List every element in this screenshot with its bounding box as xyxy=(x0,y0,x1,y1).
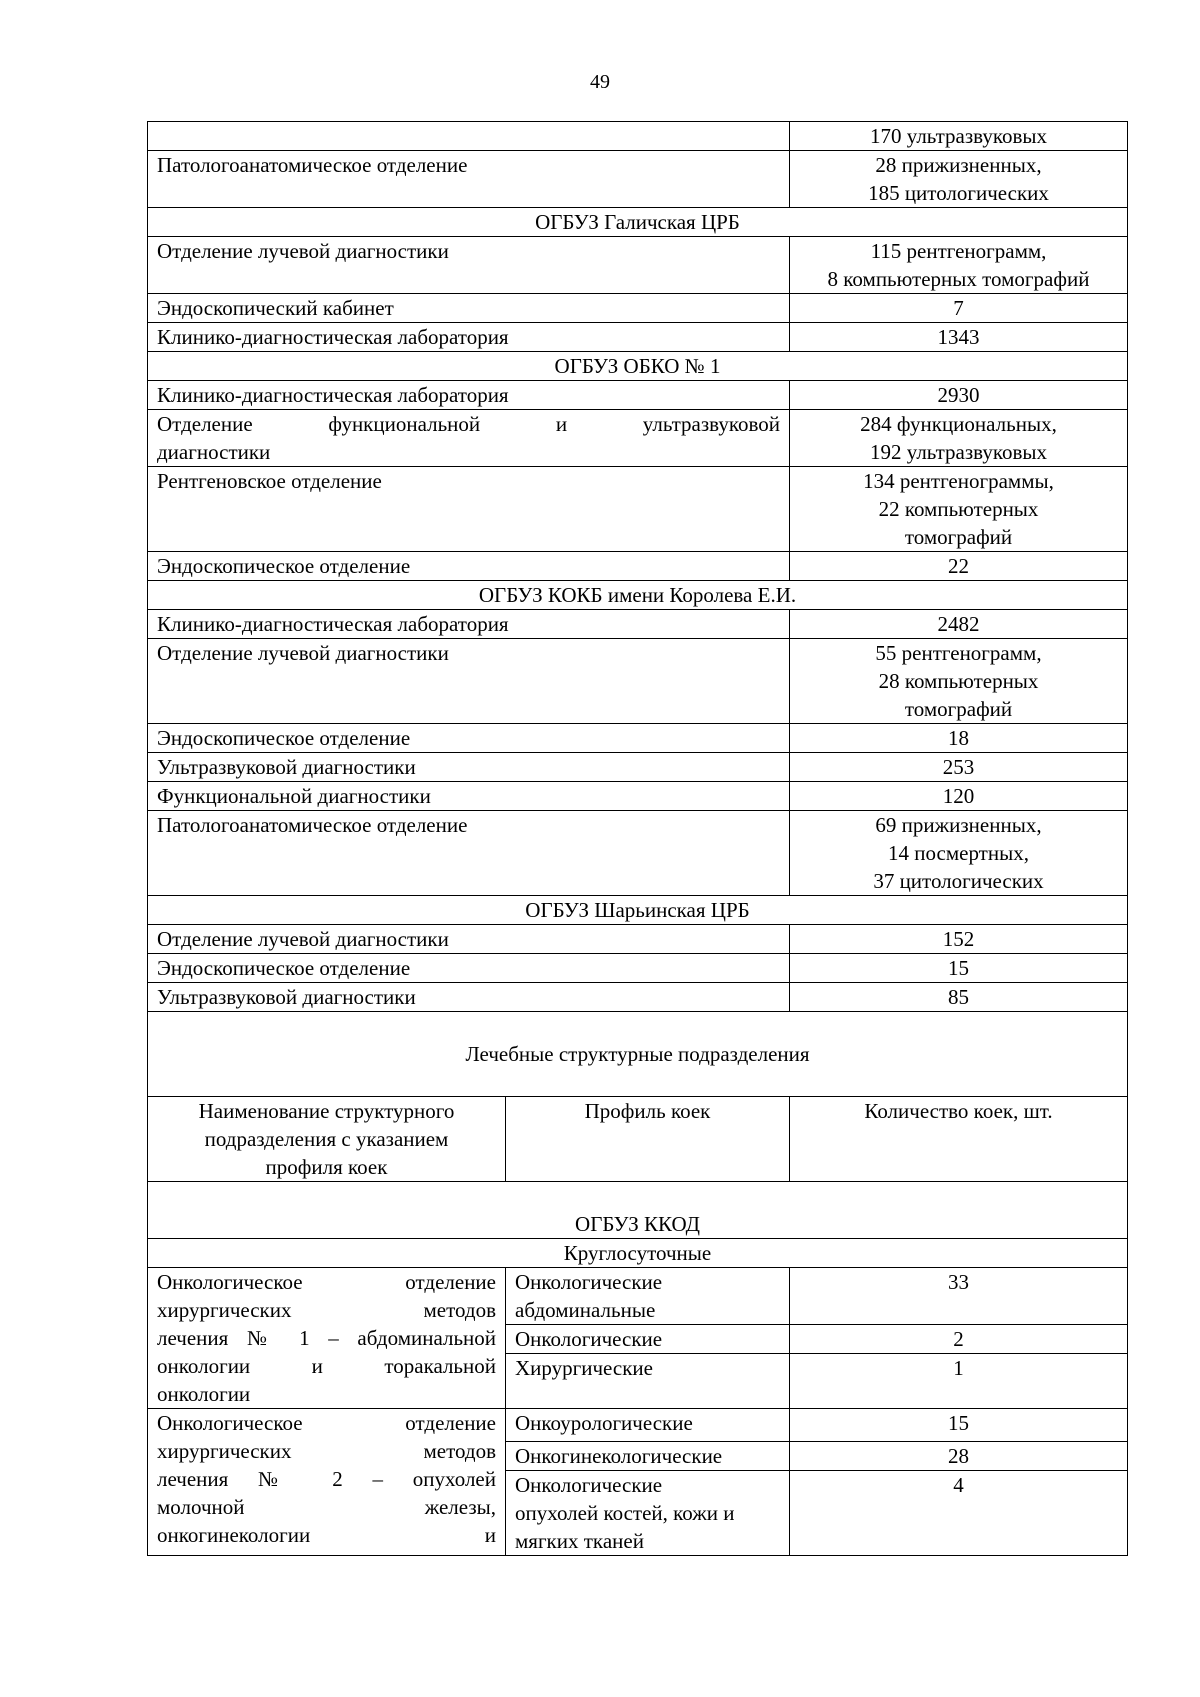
row-label: Эндоскопическое отделение xyxy=(148,724,790,753)
row-label xyxy=(148,122,790,151)
value-line: 185 цитологических xyxy=(868,181,1049,205)
bed-count: 28 xyxy=(790,1442,1128,1471)
value-line: 14 посмертных, xyxy=(888,841,1029,865)
table-row xyxy=(148,381,1128,410)
section-title-row xyxy=(148,352,1128,381)
value-line: 8 компьютерных томографий xyxy=(827,267,1090,291)
row-label xyxy=(148,410,790,467)
row-value: 22 xyxy=(790,552,1128,581)
row-value: 15 xyxy=(790,954,1128,983)
header-line: Наименование структурного xyxy=(198,1099,455,1123)
beds-heading: Лечебные структурные подразделения xyxy=(148,1012,1128,1097)
table-row xyxy=(148,925,1128,954)
row-value: 120 xyxy=(790,782,1128,811)
value-line: 37 цитологических xyxy=(873,869,1044,893)
profile-line: Онкологические xyxy=(515,1473,663,1497)
row-value xyxy=(790,811,1128,896)
row-label: Рентгеновское отделение xyxy=(148,467,790,552)
bed-profile xyxy=(506,1268,790,1325)
bed-profile xyxy=(506,1471,790,1556)
report-table xyxy=(147,121,1128,1556)
table-row xyxy=(148,467,1128,552)
table-row xyxy=(148,323,1128,352)
org-title: ОГБУЗ ККОД xyxy=(148,1182,1128,1239)
section-title: ОГБУЗ Шарьинская ЦРБ xyxy=(148,896,1128,925)
name-line: молочной железы, xyxy=(157,1495,496,1519)
table-row xyxy=(148,1409,1128,1442)
table-row xyxy=(148,639,1128,724)
row-value xyxy=(790,151,1128,208)
row-value: 152 xyxy=(790,925,1128,954)
value-line: 284 функциональных, xyxy=(860,412,1057,436)
row-label: Функциональной диагностики xyxy=(148,782,790,811)
row-label: Клинико-диагностическая лаборатория xyxy=(148,323,790,352)
name-line: онкологии xyxy=(157,1382,251,1406)
profile-line: мягких тканей xyxy=(515,1529,644,1553)
page-number: 49 xyxy=(590,71,610,93)
row-value: 7 xyxy=(790,294,1128,323)
row-value: 85 xyxy=(790,983,1128,1012)
label-line: Отделение функциональной и ультразвуковой xyxy=(157,412,780,436)
table-row xyxy=(148,294,1128,323)
row-value: 170 ультразвуковых xyxy=(790,122,1128,151)
department-name xyxy=(148,1409,506,1556)
header-line: подразделения с указанием xyxy=(204,1127,449,1151)
row-value xyxy=(790,467,1128,552)
row-value xyxy=(790,237,1128,294)
value-line: 69 прижизненных, xyxy=(875,813,1042,837)
row-label: Эндоскопическое отделение xyxy=(148,954,790,983)
table-row xyxy=(148,552,1128,581)
row-label: Отделение лучевой диагностики xyxy=(148,639,790,724)
value-line: 192 ультразвуковых xyxy=(870,440,1047,464)
row-label: Патологоанатомическое отделение xyxy=(148,811,790,896)
row-value xyxy=(790,410,1128,467)
name-line: онкогинекологии и xyxy=(157,1523,496,1547)
bed-profile: Хирургические xyxy=(506,1354,790,1409)
name-line: лечения № 1 – абдоминальной xyxy=(157,1326,496,1350)
value-line: томографий xyxy=(904,525,1013,549)
section-title-row xyxy=(148,581,1128,610)
org-title-row xyxy=(148,1182,1128,1239)
row-label: Отделение лучевой диагностики xyxy=(148,925,790,954)
section-title: ОГБУЗ КОКБ имени Королева Е.И. xyxy=(148,581,1128,610)
beds-heading-row xyxy=(148,1012,1128,1097)
bed-count: 2 xyxy=(790,1325,1128,1354)
value-line: 55 рентгенограмм, xyxy=(875,641,1042,665)
header-line: профиля коек xyxy=(265,1155,388,1179)
row-label: Патологоанатомическое отделение xyxy=(148,151,790,208)
table-row xyxy=(148,954,1128,983)
mode-title: Круглосуточные xyxy=(148,1239,1128,1268)
profile-line: абдоминальные xyxy=(515,1298,656,1322)
bed-count: 15 xyxy=(790,1409,1128,1442)
table-row xyxy=(148,151,1128,208)
label-line: диагностики xyxy=(157,440,271,464)
row-value xyxy=(790,639,1128,724)
section-title-row xyxy=(148,896,1128,925)
bed-count: 1 xyxy=(790,1354,1128,1409)
row-label: Ультразвуковой диагностики xyxy=(148,983,790,1012)
section-title: ОГБУЗ Галичская ЦРБ xyxy=(148,208,1128,237)
value-line: 28 компьютерных xyxy=(878,669,1039,693)
row-label: Эндоскопическое отделение xyxy=(148,552,790,581)
bed-profile: Онкологические xyxy=(506,1325,790,1354)
table-row xyxy=(148,724,1128,753)
table-row xyxy=(148,782,1128,811)
profile-line: опухолей костей, кожи и xyxy=(515,1501,735,1525)
value-line: томографий xyxy=(904,697,1013,721)
table-row xyxy=(148,122,1128,151)
bed-profile: Онкоурологические xyxy=(506,1409,790,1442)
name-line: Онкологическое отделение xyxy=(157,1270,496,1294)
table-row xyxy=(148,983,1128,1012)
row-value: 2482 xyxy=(790,610,1128,639)
row-value: 1343 xyxy=(790,323,1128,352)
bed-count: 4 xyxy=(790,1471,1128,1556)
profile-line: Онкологические xyxy=(515,1270,663,1294)
row-label: Клинико-диагностическая лаборатория xyxy=(148,381,790,410)
row-value: 18 xyxy=(790,724,1128,753)
value-line: 22 компьютерных xyxy=(878,497,1039,521)
table-row xyxy=(148,610,1128,639)
row-value: 2930 xyxy=(790,381,1128,410)
mode-row xyxy=(148,1239,1128,1268)
row-label: Отделение лучевой диагностики xyxy=(148,237,790,294)
value-line: 28 прижизненных, xyxy=(875,153,1042,177)
table-row xyxy=(148,1268,1128,1325)
value-line: 115 рентгенограмм, xyxy=(870,239,1047,263)
table-row xyxy=(148,811,1128,896)
column-header-row xyxy=(148,1097,1128,1182)
bed-profile: Онкогинекологические xyxy=(506,1442,790,1471)
name-line: лечения № 2 – опухолей xyxy=(157,1467,496,1491)
section-title-row xyxy=(148,208,1128,237)
column-header-count: Количество коек, шт. xyxy=(790,1097,1128,1182)
row-label: Эндоскопический кабинет xyxy=(148,294,790,323)
section-title: ОГБУЗ ОБКО № 1 xyxy=(148,352,1128,381)
name-line: хирургических методов xyxy=(157,1298,496,1322)
bed-count: 33 xyxy=(790,1268,1128,1325)
row-value: 253 xyxy=(790,753,1128,782)
column-header-profile: Профиль коек xyxy=(506,1097,790,1182)
name-line: онкологии и торакальной xyxy=(157,1354,496,1378)
name-line: хирургических методов xyxy=(157,1439,496,1463)
row-label: Клинико-диагностическая лаборатория xyxy=(148,610,790,639)
column-header-name xyxy=(148,1097,506,1182)
department-name xyxy=(148,1268,506,1409)
value-line: 134 рентгенограммы, xyxy=(863,469,1054,493)
name-line: Онкологическое отделение xyxy=(157,1411,496,1435)
table-row xyxy=(148,753,1128,782)
table-row xyxy=(148,237,1128,294)
row-label: Ультразвуковой диагностики xyxy=(148,753,790,782)
table-row xyxy=(148,410,1128,467)
